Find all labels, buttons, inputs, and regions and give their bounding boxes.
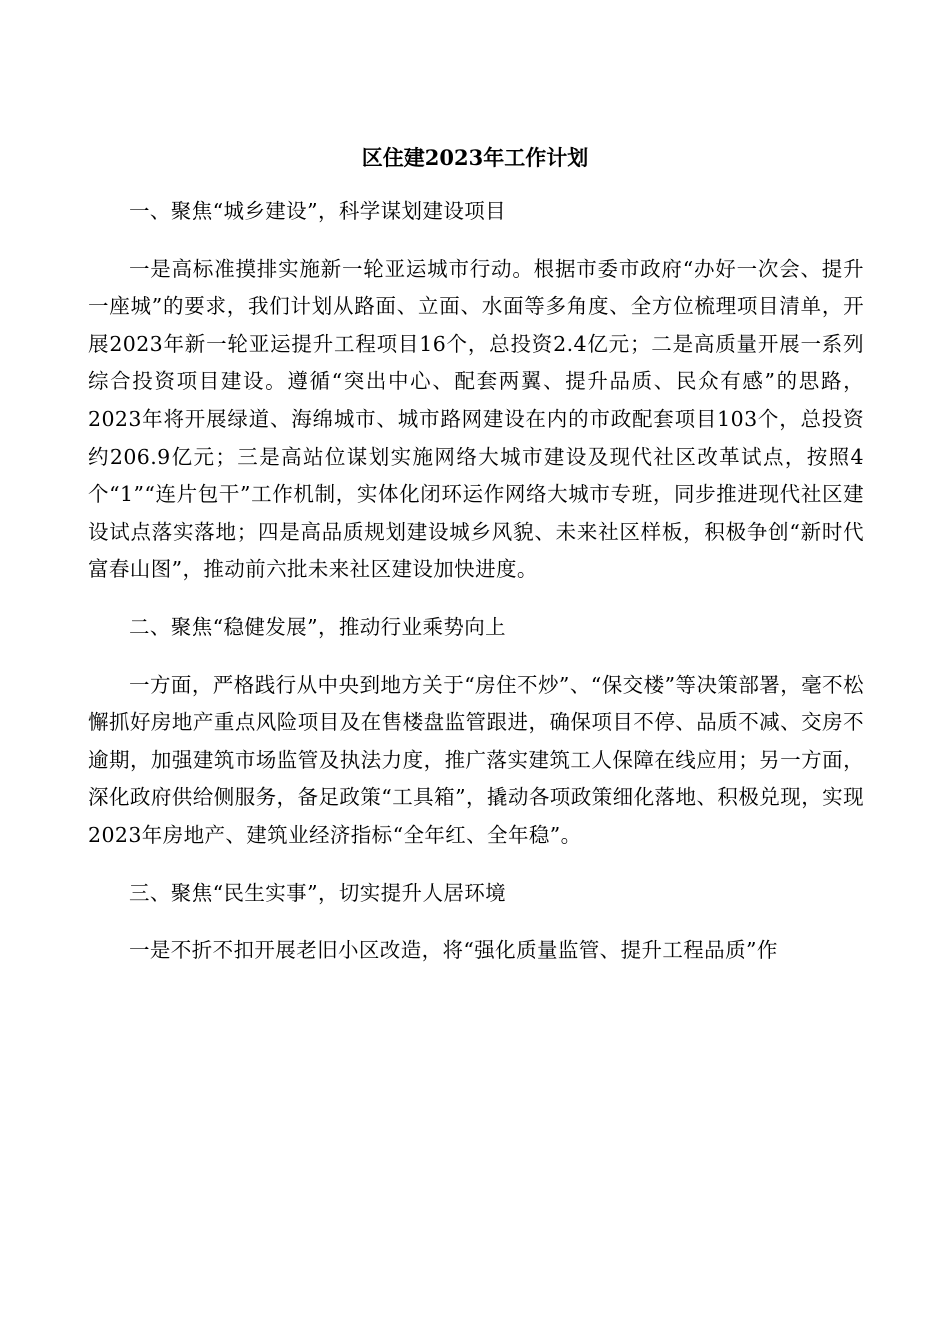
document-title: 区住建2023年工作计划 xyxy=(361,145,589,170)
body-paragraph: 一是高标准摸排实施新一轮亚运城市行动。根据市委市政府“办好一次会、提升一座城”的要求，我们计划从路面、立面、水面等多角度、全方位梳理项目清单，开展2023年新一轮亚运提升工程项目16个，总投资2.4亿元；二是高质量开展一系列综合投资项目建设。遵循“突出中心、配套两翼、提升品质、民众有感”的思路，2023年将开展绿道、海绵城市、城市路网建设在内的市政配套项目103个，总投资约206.9亿元；三是高站位谋划实施网络大城市建设及现代社区改革试点，按照4个“1”“连片包干”工作机制，实体化闭环运作网络大城市专班，同步推进现代社区建设试点落实落地；四是高品质规划建设城乡风貌、未来社区样板，积极争创“新时代富春山图”，推动前六批未来社区建设加快进度。 xyxy=(88,256,864,582)
paragraph-gap xyxy=(88,589,864,609)
paragraph-gap xyxy=(88,855,864,875)
section-heading: 三、聚焦“民生实事”，切实提升人居环境 xyxy=(129,880,507,905)
paragraph-gap xyxy=(88,231,864,251)
paragraph-gap xyxy=(88,647,864,667)
section-heading: 一、聚焦“城乡建设”，科学谋划建设项目 xyxy=(129,199,507,223)
body-paragraph: 一是不折不扣开展老旧小区改造，将“强化质量监管、提升工程品质”作 xyxy=(129,938,778,963)
body-paragraph: 一方面，严格践行从中央到地方关于“房住不炒”、“保交楼”等决策部署，毫不松懈抓好房地产重点风险项目及在售楼盘监管跟进，确保项目不停、品质不减、交房不逾期，加强建筑市场监管及执法力度，推广落实建筑工人保障在线应用；另一方面，深化政府供给侧服务，备足政策“工具箱”，撬动各项政策细化落地、积极兑现，实现2023年房地产、建筑业经济指标“全年红、全年稳”。 xyxy=(88,672,864,847)
paragraph-gap xyxy=(88,912,864,932)
section-heading: 二、聚焦“稳健发展”，推动行业乘势向上 xyxy=(129,614,507,639)
document-body xyxy=(88,193,864,970)
